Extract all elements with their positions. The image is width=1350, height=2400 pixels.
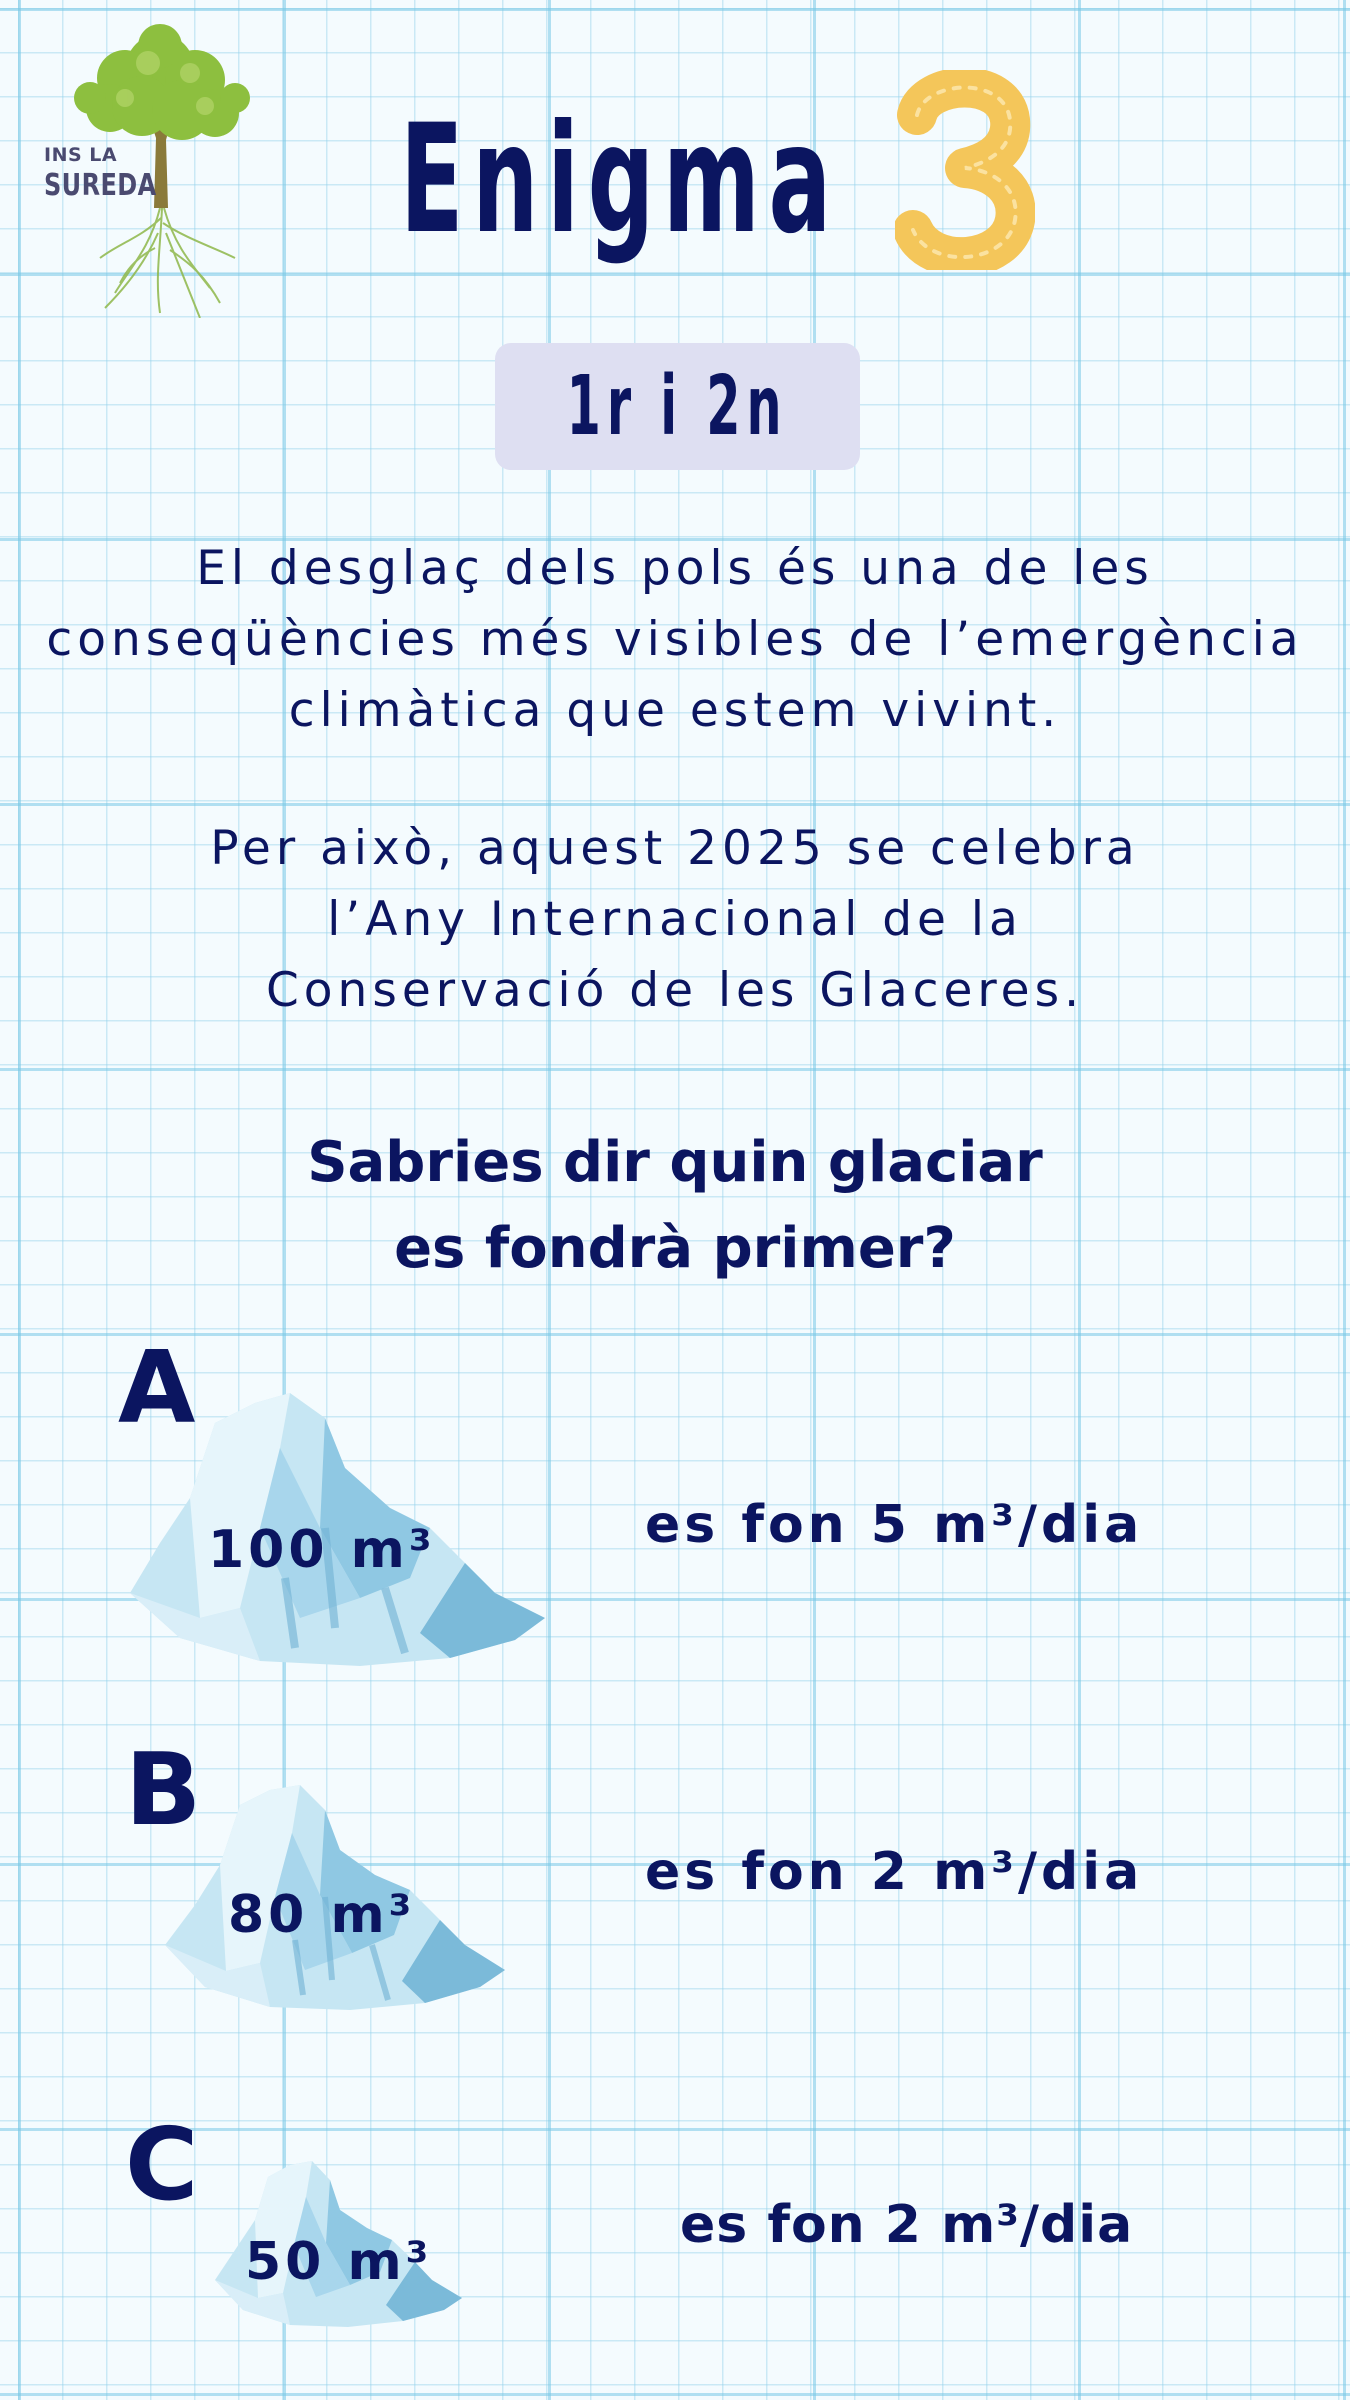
question-line: es fondrà primer? <box>394 1216 956 1281</box>
option-b-volume: 80 m³ <box>228 1885 416 1945</box>
question-line: Sabries dir quin glaciar <box>307 1130 1043 1195</box>
question <box>20 1120 1330 1292</box>
page-title: Enigma <box>400 93 840 267</box>
option-a-volume: 100 m³ <box>208 1520 436 1580</box>
logo-text-line1: INS LA <box>44 144 118 166</box>
intro-line: climàtica que estem vivint. <box>288 683 1062 738</box>
number-three-icon <box>895 70 1035 270</box>
logo-text-line2: SUREDA <box>44 168 157 203</box>
option-c-rate: es fon 2 m³/dia <box>680 2195 1134 2255</box>
option-b-letter: B <box>125 1731 202 1848</box>
intro-paragraph-2 <box>20 813 1330 1026</box>
intro-line: conseqüències més visibles de l’emergència <box>46 612 1304 667</box>
intro-line: l’Any Internacional de la <box>327 892 1023 947</box>
option-c-letter: C <box>125 2106 199 2223</box>
enigma-number-text <box>1035 70 1036 71</box>
intro-paragraph-1 <box>20 533 1330 746</box>
intro-line: Per això, aquest 2025 se celebra <box>210 821 1140 876</box>
grade-badge <box>495 343 860 470</box>
option-b-rate: es fon 2 m³/dia <box>645 1842 1144 1902</box>
school-logo <box>30 18 260 318</box>
enigma-number <box>895 70 1035 270</box>
option-a-rate: es fon 5 m³/dia <box>645 1495 1144 1555</box>
grade-badge-label: 1r i 2n <box>567 359 788 454</box>
option-c-volume: 50 m³ <box>245 2232 433 2292</box>
intro-line: Conservació de les Glaceres. <box>265 963 1085 1018</box>
option-a-letter: A <box>118 1329 196 1446</box>
intro-line: El desglaç dels pols és una de les <box>196 541 1154 596</box>
